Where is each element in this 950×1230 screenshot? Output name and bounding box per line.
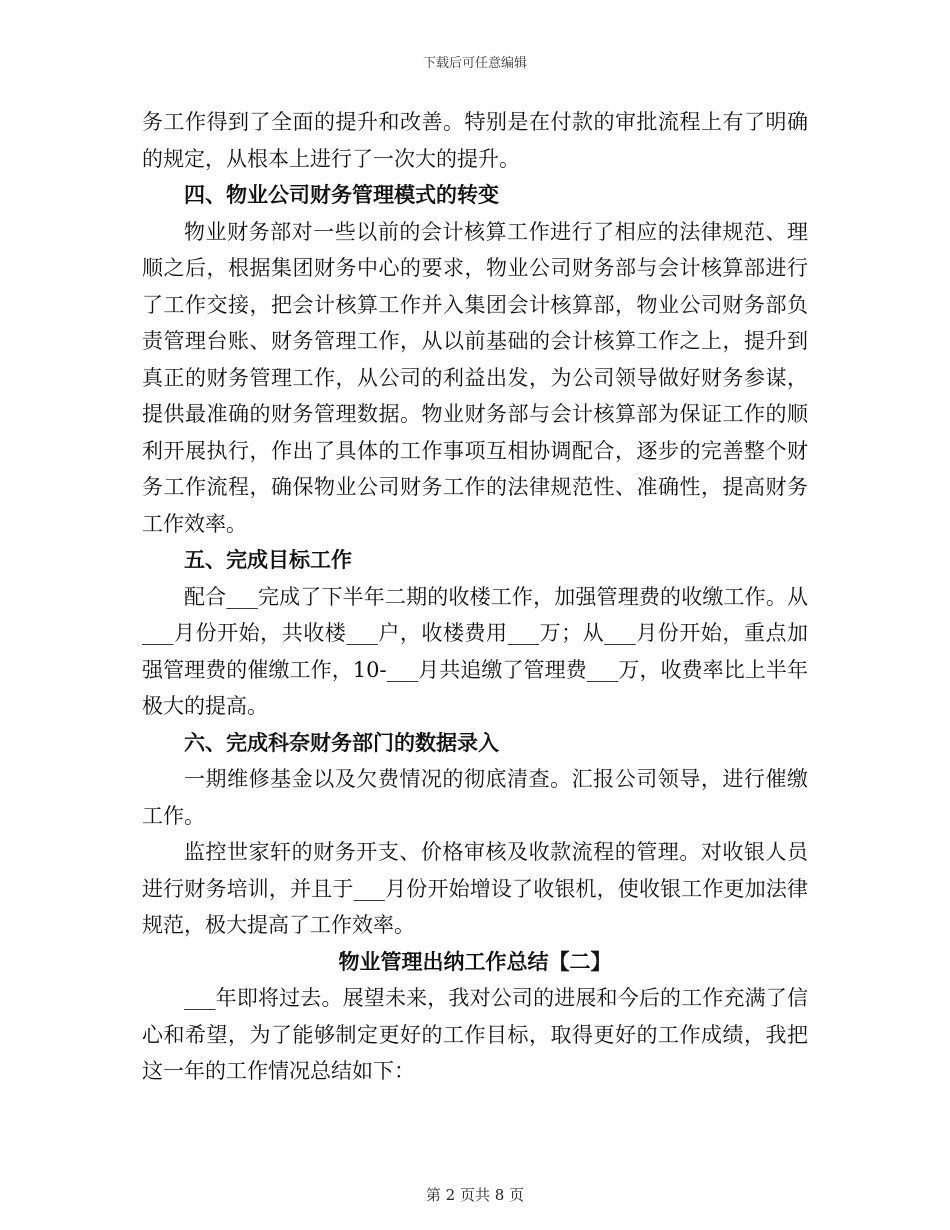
document-title: 物业管理出纳工作总结【二】 (338, 949, 612, 974)
section-heading: 六、完成科奈财务部门的数据录入 (184, 730, 499, 755)
paragraph: 监控世家轩的财务开支、价格审核及收款流程的管理。对收银人员进行财务培训，并且于___月份开始增设了收银机，使收银工作更加法律规范，极大提高了工作效率。 (142, 840, 808, 937)
paragraph: 一期维修基金以及欠费情况的彻底清查。汇报公司领导，进行催缴工作。 (142, 767, 808, 828)
page-footer: 第 2 页共 8 页 (425, 1186, 525, 1204)
section-heading: 四、物业公司财务管理模式的转变 (184, 183, 499, 207)
paragraph: 配合___完成了下半年二期的收楼工作，加强管理费的收缴工作。从___月份开始，共收楼___户，收楼费用___万；从___月份开始，重点加强管理费的催缴工作，10-___月共追缴了管理费___万，收费率比上半年极大的提高。 (142, 584, 808, 718)
page-header: 下载后可任意编辑 (422, 56, 527, 71)
section-heading: 五、完成目标工作 (184, 548, 352, 572)
paragraph: ___年即将过去。展望未来，我对公司的进展和今后的工作充满了信心和希望，为了能够制定更好的工作目标，取得更好的工作成绩，我把这一年的工作情况总结如下： (142, 986, 808, 1083)
paragraph: 物业财务部对一些以前的会计核算工作进行了相应的法律规范、理顺之后，根据集团财务中心的要求，物业公司财务部与会计核算部进行了工作交接，把会计核算工作并入集团会计核算部，物业公司财务部负责管理台账、财务管理工作，从以前基础的会计核算工作之上，提升到真正的财务管理工作，从公司的利益出发，为公司领导做好财务参谋，提供最准确的财务管理数据。物业财务部与会计核算部为保证工作的顺利开展执行，作出了具体的工作事项互相协调配合，逐步的完善整个财务工作流程，确保物业公司财务工作的法律规范性、准确性，提高财务工作效率。 (142, 219, 808, 536)
document-body (142, 104, 808, 1090)
paragraph: 务工作得到了全面的提升和改善。特别是在付款的审批流程上有了明确的规定，从根本上进行了一次大的提升。 (142, 110, 808, 171)
